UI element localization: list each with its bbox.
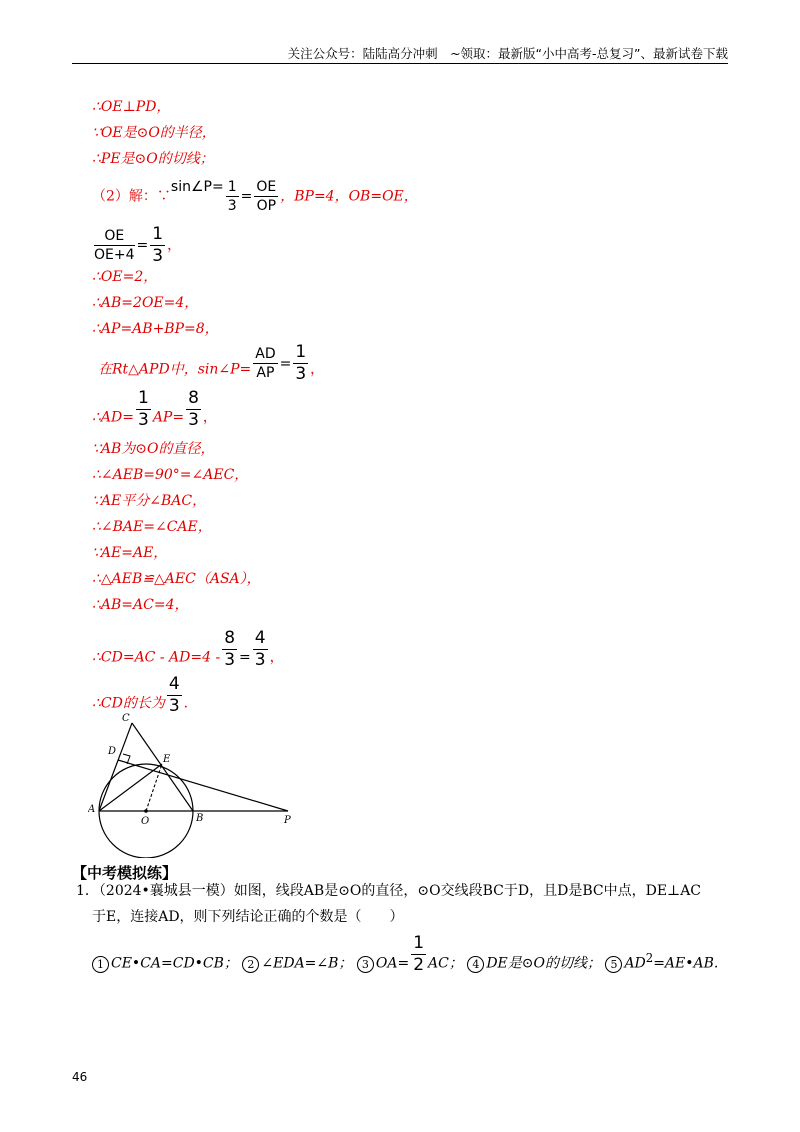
solution-line: ∵AB为⊙O的直径， [92, 441, 215, 457]
solution-line: ∴OE=2， [92, 269, 158, 285]
sin-p-label: sin∠P= [170, 178, 224, 195]
label-o: O [141, 816, 150, 827]
label-c: C [122, 713, 130, 724]
fraction-4-3: $\frac{4}{3}$ [168, 674, 180, 716]
solution-line: ∴△AEB≌△AEC（ASA）， [92, 571, 261, 587]
label-b: B [196, 813, 204, 824]
label-p: P [284, 815, 291, 826]
fraction-1-2: $\frac{1}{2}$ [413, 933, 425, 975]
fraction-1-3: $\frac{1}{3}$ [152, 224, 164, 266]
solution-line: ∴OE⊥PD， [92, 99, 171, 115]
solution-line: ∴AB=2OE=4， [92, 295, 199, 311]
fraction-8-3: $\frac{8}{3}$ [188, 388, 199, 430]
question-options: 1 CE•CA=CD•CB； 2 ∠EDA=∠B； 3 OA= $\frac{1}{2}$ AC； 4 DE是⊙O的切线； 5 $AD^2=AE•AB$. [92, 944, 718, 983]
page-header: 关注公众号：陆陆高分冲刺 ~领取：最新版“小中高考-总复习”、最新试卷下载 [287, 46, 728, 61]
fraction-4-3: $\frac{4}{3}$ [254, 628, 266, 670]
solution-line-answer: ∴CD的长为 $\frac{4}{3}$ . [92, 674, 189, 716]
solution-line: ∴AB=AC=4， [92, 597, 189, 613]
solution-line-ratio: $\frac{OE}{OE+4}$ = $\frac{1}{3}$ ， [94, 224, 182, 266]
text: （2）解：∵ [92, 188, 171, 205]
solution-line: ∴PE是⊙O的切线； [92, 151, 214, 167]
option-marker: 1 [92, 956, 109, 973]
label-e: E [163, 754, 171, 765]
option-marker: 2 [242, 956, 259, 973]
segment-dp [118, 760, 288, 811]
center-dot [144, 809, 148, 813]
solution-line-sin-p: （2）解：∵sin∠P= $\frac{1}{3}$ = $\frac{OE}{OP}$ ，BP=4，OB=OE， [92, 178, 418, 214]
solution-line: ∵AE=AE， [92, 545, 168, 561]
label-a: A [88, 804, 96, 815]
solution-line-rt-apd: 在Rt△APD中，sin∠P= $\frac{AD}{AP}$ = $\frac{1}{3}$ ， [98, 342, 325, 384]
solution-line: ∵OE是⊙O的半径， [92, 125, 216, 141]
fraction-oe-op: $\frac{OE}{OP}$ [256, 179, 277, 214]
fraction-1-3: $\frac{1}{3}$ [227, 179, 237, 214]
fraction-1-3: $\frac{1}{3}$ [137, 388, 149, 430]
segment-ac [99, 723, 132, 811]
solution-line: ∵AE平分∠BAC， [92, 493, 207, 509]
page-number: 46 [72, 1070, 88, 1084]
solution-line-cd: ∴CD=AC - AD=4 - $\frac{8}{3}$ = $\frac{4}{3}$ ， [92, 628, 284, 670]
solution-line: ∴∠BAE=∠CAE， [92, 519, 212, 535]
option-marker: 5 [605, 956, 622, 973]
fraction-1-3: $\frac{1}{3}$ [295, 342, 307, 384]
question-line-1: 1．（2024•襄城县一模）如图，线段AB是⊙O的直径，⊙O交线段BC于D，且D是BC中点，DE⊥AC [76, 883, 702, 899]
solution-line: ∴∠AEB=90°=∠AEC， [92, 467, 249, 483]
fraction-ad-ap: $\frac{AD}{AP}$ [255, 346, 276, 381]
option-marker: 4 [467, 956, 484, 973]
question-line-2: 于E，连接AD，则下列结论正确的个数是（ ） [92, 909, 404, 925]
section-title: 【中考模拟练】 [72, 864, 178, 882]
header-rule [72, 63, 728, 64]
geometry-figure [88, 708, 298, 858]
option-marker: 3 [357, 956, 374, 973]
solution-line: ∴AP=AB+BP=8， [92, 321, 219, 337]
label-d: D [108, 746, 117, 757]
solution-line-ad: ∴AD= $\frac{1}{3}$ AP= $\frac{8}{3}$ ， [92, 388, 217, 430]
fraction-oe-oe4: $\frac{OE}{OE+4}$ [94, 228, 135, 263]
fraction-8-3: $\frac{8}{3}$ [224, 628, 236, 670]
